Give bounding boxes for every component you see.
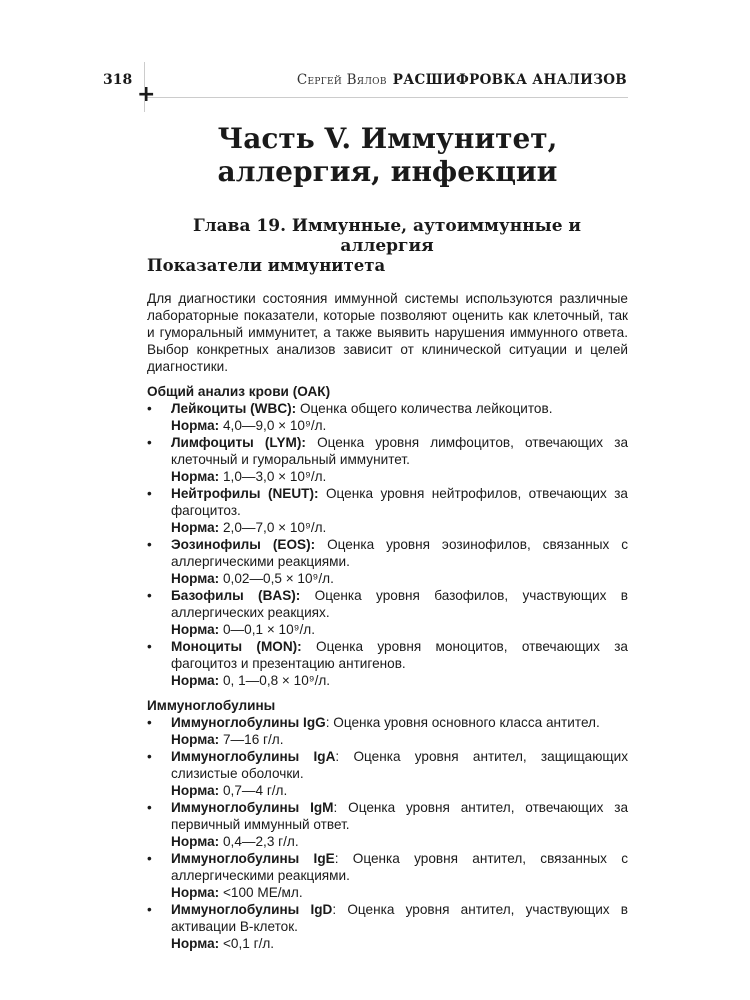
indicator-description: : Оценка уровня основного класса антител. [325,715,600,730]
norm-label: Норма: [171,732,220,747]
indicator-description: : Оценка уровня антител, связанных с аллергическими реакциями. [171,851,628,883]
indicator-name: Иммуноглобулины IgM [171,800,334,815]
indicator-item [147,638,628,689]
group-title: Общий анализ крови (ОАК) [147,384,331,399]
indicator-item [147,587,628,638]
indicator-item [147,485,628,536]
book-title: РАСШИФРОВКА АНАЛИЗОВ [392,72,627,88]
group-title: Иммуноглобулины [147,698,276,713]
indicator-name: Нейтрофилы (NEUT): [171,486,319,501]
intro-paragraph: Для диагностики состояния иммунной системы используются различные лабораторные показатели, которые позволяют оценить как клеточный, так и гуморальный иммунитет, а также выявить нарушения иммунного ответа. Выбор конкретных анализов зависит от клинической ситуации и целей диагностики. [147,291,628,374]
norm-value: 0,02—0,5 × 10⁹/л. [219,571,334,586]
bullet-icon: • [147,639,152,654]
indicator-description: Оценка общего количества лейкоцитов. [296,401,553,416]
indicator-norm [171,570,628,587]
indicator-item [147,901,628,952]
norm-value: 1,0—3,0 × 10⁹/л. [219,469,327,484]
norm-value: <0,1 г/л. [219,936,275,951]
running-header [297,72,627,88]
norm-label: Норма: [171,783,220,798]
indicator-description: : Оценка уровня антител, отвечающих за первичный иммунный ответ. [171,800,629,832]
indicator-item [147,799,628,850]
norm-label: Норма: [171,418,220,433]
indicator-name: Иммуноглобулины IgD [171,902,333,917]
indicator-list [147,714,628,952]
norm-value: 0, 1—0,8 × 10⁹/л. [219,673,331,688]
indicator-norm [171,782,628,799]
bullet-icon: • [147,486,152,501]
bullet-icon: • [147,401,152,416]
bullet-icon: • [147,715,152,730]
bullet-icon: • [147,800,152,815]
indicator-item [147,850,628,901]
norm-label: Норма: [171,834,220,849]
chapter-title: Глава 19. Иммунные, аутоиммунные и аллергия [192,216,582,256]
norm-value: 4,0—9,0 × 10⁹/л. [219,418,327,433]
indicator-description: Оценка уровня базофилов, участвующих в аллергических реакциях. [171,588,628,620]
section-title: Показатели иммунитета [147,256,386,275]
norm-label: Норма: [171,469,220,484]
indicator-item [147,536,628,587]
indicator-norm [171,935,628,952]
norm-value: 0,4—2,3 г/л. [219,834,299,849]
header-rule [144,97,628,98]
indicator-item [147,400,628,434]
norm-label: Норма: [171,885,220,900]
indicator-name: Моноциты (MON): [171,639,302,654]
norm-value: 2,0—7,0 × 10⁹/л. [219,520,327,535]
bullet-icon: • [147,902,152,917]
bullet-icon: • [147,588,152,603]
indicator-norm [171,672,628,689]
indicator-item [147,434,628,485]
indicator-name: Эозинофилы (EOS): [171,537,316,552]
norm-value: 0,7—4 г/л. [219,783,288,798]
indicator-description: : Оценка уровня антител, защищающих слизистые оболочки. [171,749,628,781]
indicator-norm [171,884,628,901]
indicator-description: : Оценка уровня антител, участвующих в активации В-клеток. [171,902,629,934]
indicator-description: Оценка уровня моноцитов, отвечающих за фагоцитоз и презентацию антигенов. [171,639,628,671]
norm-value: 0—0,1 × 10⁹/л. [219,622,315,637]
bullet-icon: • [147,435,152,450]
norm-label: Норма: [171,936,220,951]
page-content [147,290,628,960]
indicator-list [147,400,628,689]
norm-label: Норма: [171,520,220,535]
norm-label: Норма: [171,673,220,688]
indicator-name: Иммуноглобулины IgE [171,851,335,866]
indicator-name: Лейкоциты (WBC): [171,401,297,416]
indicator-name: Иммуноглобулины IgG [171,715,326,730]
bullet-icon: • [147,537,152,552]
indicator-name: Иммуноглобулины IgA [171,749,336,764]
indicator-item [147,714,628,748]
part-title-line1: Часть V. Иммунитет, [217,122,558,155]
norm-value: 7—16 г/л. [219,732,284,747]
norm-value: <100 МЕ/мл. [219,885,303,900]
bullet-icon: • [147,749,152,764]
indicator-norm [171,468,628,485]
indicator-norm [171,417,628,434]
indicator-description: Оценка уровня эозинофилов, связанных с аллергическими реакциями. [171,537,629,569]
indicator-norm [171,519,628,536]
indicator-norm [171,621,628,638]
part-title [0,122,750,188]
indicator-name: Лимфоциты (LYM): [171,435,306,450]
bullet-icon: • [147,851,152,866]
indicator-description: Оценка уровня лимфоцитов, отвечающих за клеточный и гуморальный иммунитет. [171,435,628,467]
indicator-norm [171,731,628,748]
norm-label: Норма: [171,571,220,586]
part-title-line2: аллергия, инфекции [217,155,558,188]
indicator-description: Оценка уровня нейтрофилов, отвечающих за фагоцитоз. [171,486,628,518]
norm-label: Норма: [171,622,220,637]
indicator-item [147,748,628,799]
indicator-name: Базофилы (BAS): [171,588,301,603]
crop-mark-plus-icon: + [137,82,156,107]
page-number: 318 [103,72,133,88]
indicator-norm [171,833,628,850]
author-name: Сергей Вялов [296,72,387,88]
